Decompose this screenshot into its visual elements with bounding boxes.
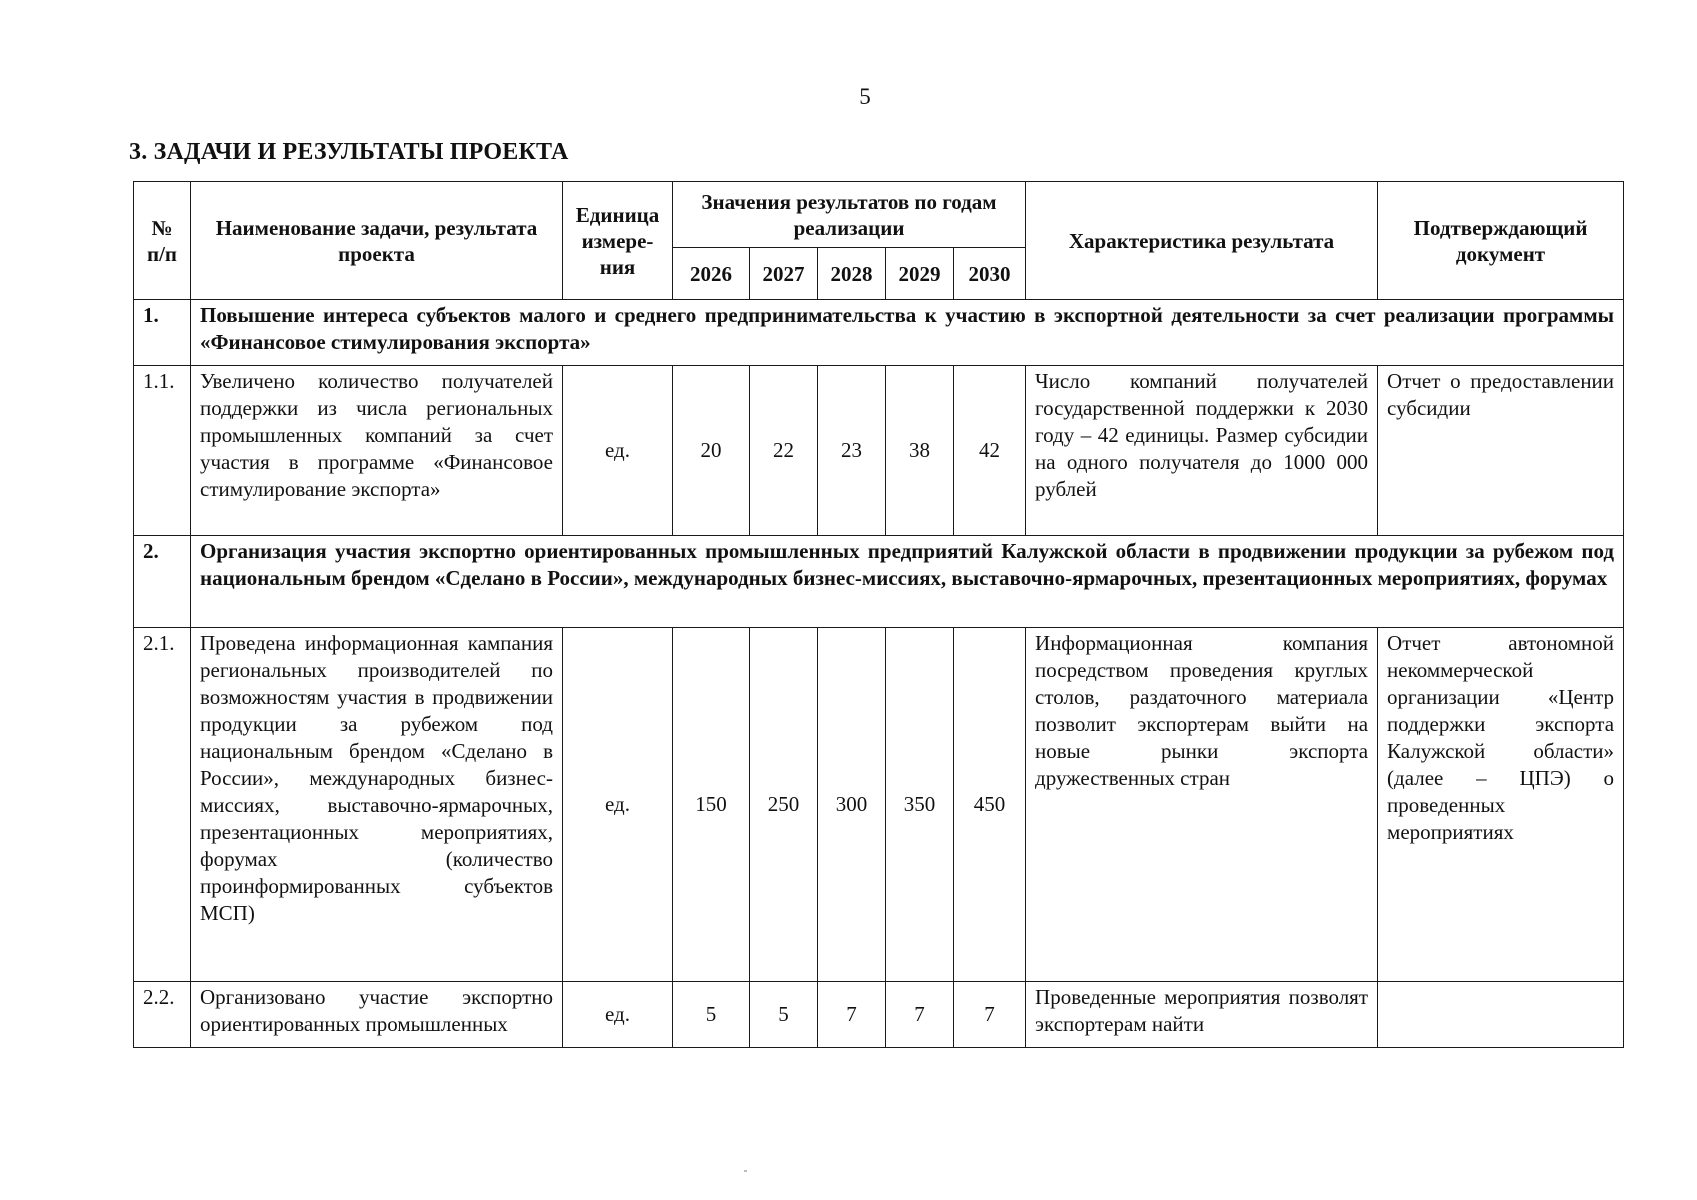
row-unit: ед. <box>563 628 673 982</box>
row-document <box>1378 982 1624 1048</box>
group-title: Организация участия экспортно ориентированных промышленных предприятий Калужской области в продвижении продукции за рубежом под национальным брендом «Сделано в России», международных бизнес-миссиях, выставочно-ярмарочных, презентационных мероприятиях, форумах <box>191 536 1624 628</box>
row-unit: ед. <box>563 982 673 1048</box>
header-unit: Единица измере-ния <box>563 182 673 300</box>
group-title: Повышение интереса субъектов малого и среднего предпринимательства к участию в экспортной деятельности за счет реализации программы «Финансовое стимулирования экспорта» <box>191 300 1624 366</box>
table-row <box>134 628 1624 982</box>
row-characteristic: Проведенные мероприятия позволят экспортерам найти <box>1026 982 1378 1048</box>
row-value: 7 <box>818 982 886 1048</box>
row-value: 23 <box>818 366 886 536</box>
header-year: 2029 <box>886 248 954 300</box>
row-num: 2.2. <box>134 982 191 1048</box>
group-row <box>134 300 1624 366</box>
row-unit: ед. <box>563 366 673 536</box>
scan-speck <box>744 1170 747 1172</box>
header-num: № п/п <box>134 182 191 300</box>
header-year: 2027 <box>750 248 818 300</box>
row-name: Организовано участие экспортно ориентированных промышленных <box>191 982 563 1048</box>
page-number: 5 <box>859 84 871 109</box>
row-value: 7 <box>954 982 1026 1048</box>
header-year: 2030 <box>954 248 1026 300</box>
row-num: 1.1. <box>134 366 191 536</box>
table-row <box>134 982 1624 1048</box>
row-value: 5 <box>750 982 818 1048</box>
row-value: 5 <box>673 982 750 1048</box>
group-num: 1. <box>134 300 191 366</box>
row-document: Отчет автономной некоммерческой организации «Центр поддержки экспорта Калужской области» (далее – ЦПЭ) о проведенных мероприятиях <box>1378 628 1624 982</box>
header-year: 2028 <box>818 248 886 300</box>
header-characteristic: Характеристика результата <box>1026 182 1378 300</box>
header-year: 2026 <box>673 248 750 300</box>
row-value: 22 <box>750 366 818 536</box>
row-num: 2.1. <box>134 628 191 982</box>
row-value: 450 <box>954 628 1026 982</box>
header-name: Наименование задачи, результата проекта <box>191 182 563 300</box>
row-value: 20 <box>673 366 750 536</box>
row-value: 250 <box>750 628 818 982</box>
row-value: 350 <box>886 628 954 982</box>
row-value: 7 <box>886 982 954 1048</box>
group-row <box>134 536 1624 628</box>
group-num: 2. <box>134 536 191 628</box>
row-characteristic: Информационная компания посредством проведения круглых столов, раздаточного материала позволит экспортерам выйти на новые рынки экспорта дружественных стран <box>1026 628 1378 982</box>
row-document: Отчет о предоставлении субсидии <box>1378 366 1624 536</box>
table-row <box>134 366 1624 536</box>
results-table <box>133 181 1624 1048</box>
row-name: Проведена информационная кампания региональных производителей по возможностям участия в продвижении продукции за рубежом под национальным брендом «Сделано в России», международных бизнес-миссиях, выставочно-ярмарочных, презентационных мероприятиях, форумах (количество проинформированных субъектов МСП) <box>191 628 563 982</box>
row-value: 300 <box>818 628 886 982</box>
row-value: 150 <box>673 628 750 982</box>
row-characteristic: Число компаний получателей государственной поддержки к 2030 году – 42 единицы. Размер субсидии на одного получателя до 1000 000 рублей <box>1026 366 1378 536</box>
row-name: Увеличено количество получателей поддержки из числа региональных промышленных компаний за счет участия в программе «Финансовое стимулирование экспорта» <box>191 366 563 536</box>
header-values-group: Значения результатов по годам реализации <box>673 182 1026 248</box>
header-document: Подтверждающий документ <box>1378 182 1624 300</box>
row-value: 38 <box>886 366 954 536</box>
row-value: 42 <box>954 366 1026 536</box>
section-title: 3. ЗАДАЧИ И РЕЗУЛЬТАТЫ ПРОЕКТА <box>129 139 569 165</box>
